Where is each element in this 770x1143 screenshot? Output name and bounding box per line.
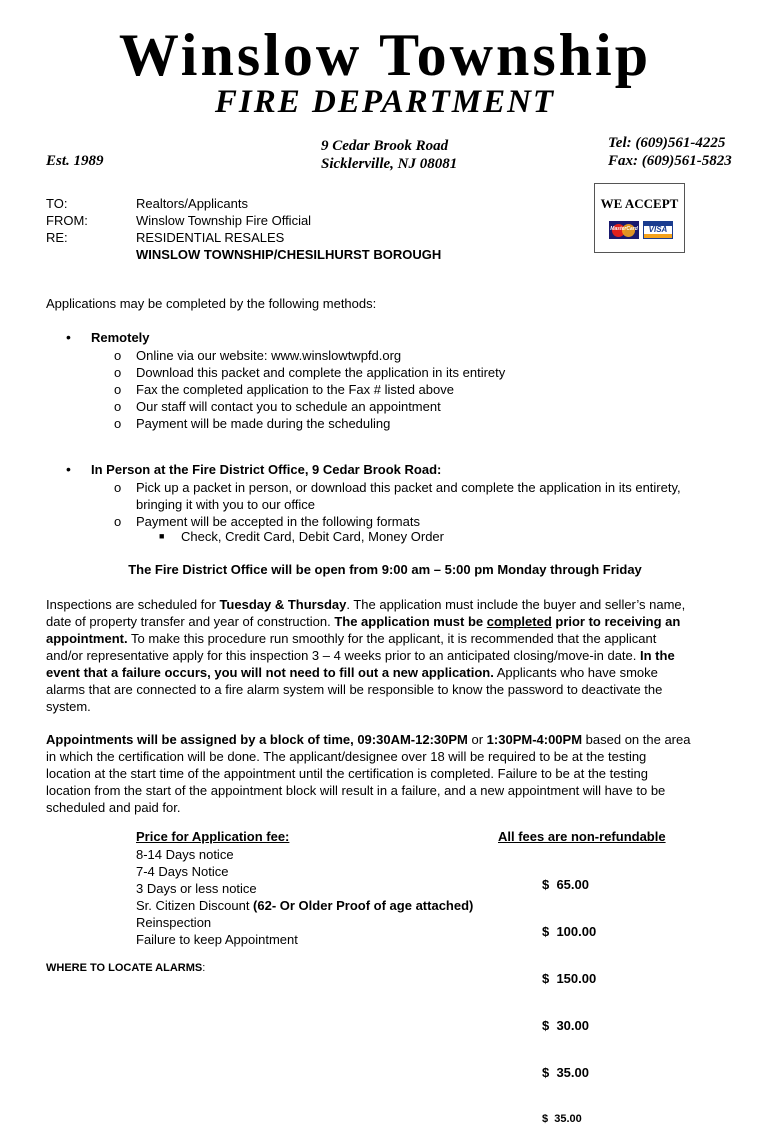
fee-row-label: 7-4 Days Notice (136, 864, 229, 879)
list-item: o Download this packet and complete the application in its entirety (114, 365, 506, 380)
we-accept-box (594, 183, 685, 253)
visa-icon (643, 221, 673, 239)
fax: Fax: (609)561-5823 (608, 153, 732, 169)
re-value-line2: WINSLOW TOWNSHIP/CHESILHURST BOROUGH (136, 247, 442, 262)
in-person-heading: In Person at the Fire District Office, 9 Cedar Brook Road: (91, 462, 442, 477)
fee-amount: $ 30.00 (542, 1018, 589, 1033)
mastercard-icon (609, 221, 639, 239)
department-subtitle: FIRE DEPARTMENT (214, 84, 556, 120)
list-item: o Online via our website: www.winslowtwpfd.org (114, 348, 402, 363)
from-label: FROM: (46, 213, 88, 228)
fee-amount: $ 150.00 (542, 971, 597, 986)
re-value: RESIDENTIAL RESALES (136, 230, 285, 245)
fee-amounts (542, 846, 596, 1143)
inspections-paragraph: Inspections are scheduled for Tuesday & Thursday. The application must include the buyer and seller’s name, date of property transfer and year of construction. The application must be completed prior to receiving an appointment. To make this procedure run smoothly for the applicant, it is recommended that the applicant and/or representative apply for this inspection 3 – 4 weeks prior to an anticipated closing/move-in date. In the event that a failure occurs, you will not need to fill out a new application. Applicants who have smoke alarms that are connected to a fire alarm system will be responsible to know the password to deactivate the system. (46, 597, 686, 714)
mastercard-label: MasterCard (610, 226, 638, 232)
fee-amount: $ 65.00 (542, 877, 589, 892)
bullet-icon: • (66, 329, 71, 345)
we-accept-label: WE ACCEPT (600, 196, 679, 211)
to-label: TO: (46, 196, 68, 211)
re-label: RE: (46, 230, 68, 245)
fee-row-label: 8-14 Days notice (136, 847, 234, 862)
from-value: Winslow Township Fire Official (136, 213, 312, 228)
fee-row-label: Reinspection (136, 915, 212, 930)
bullet-icon: • (66, 461, 71, 477)
in-person-sub-item: ■ Check, Credit Card, Debit Card, Money Order (159, 529, 444, 544)
fee-header-left: Price for Application fee: (136, 829, 290, 844)
address-line-2: Sicklerville, NJ 08081 (321, 156, 458, 172)
list-item: o Fax the completed application to the Fax # listed above (114, 382, 454, 397)
department-title: Winslow Township (118, 22, 652, 88)
fee-header-right: All fees are non-refundable (498, 829, 666, 844)
fee-amount: $ 100.00 (542, 924, 597, 939)
list-item: o Payment will be made during the scheduling (114, 416, 391, 431)
list-item: o Our staff will contact you to schedule an appointment (114, 399, 441, 414)
appointments-paragraph: Appointments will be assigned by a block of time, 09:30AM-12:30PM or 1:30PM-4:00PM based on the area in which the certification will be done. The applicant/designee over 18 will be required to be at the testing location at the start time of the appointment until the certification is completed. Failure to be at the testing location from the start of the appointment block will result in a failure, and a new appointment will have to be scheduled and paid for. (46, 732, 691, 815)
fee-row-label: Sr. Citizen Discount (62- Or Older Proof of age attached) (136, 898, 474, 913)
visa-label: VISA (648, 225, 668, 234)
fee-amount: $ 35.00 (542, 1113, 582, 1125)
office-hours: The Fire District Office will be open from 9:00 am – 5:00 pm Monday through Friday (128, 562, 642, 577)
address-line-1: 9 Cedar Brook Road (321, 138, 449, 154)
fee-labels (136, 846, 473, 948)
telephone: Tel: (609)561-4225 (608, 135, 726, 151)
established-year: Est. 1989 (46, 153, 104, 169)
in-person-item-1: o Pick up a packet in person, or download this packet and complete the application in its entirety, bringing it with you to our office o Payment will be accepted in the following formats (114, 480, 681, 529)
fee-row-label: Failure to keep Appointment (136, 932, 298, 947)
intro-text: Applications may be completed by the following methods: (46, 296, 377, 311)
remote-list (114, 347, 505, 432)
to-value: Realtors/Applicants (136, 196, 248, 211)
remote-heading: Remotely (91, 330, 150, 345)
alarms-heading: WHERE TO LOCATE ALARMS: (46, 962, 206, 974)
fee-amount: $ 35.00 (542, 1065, 589, 1080)
fee-row-label: 3 Days or less notice (136, 881, 257, 896)
